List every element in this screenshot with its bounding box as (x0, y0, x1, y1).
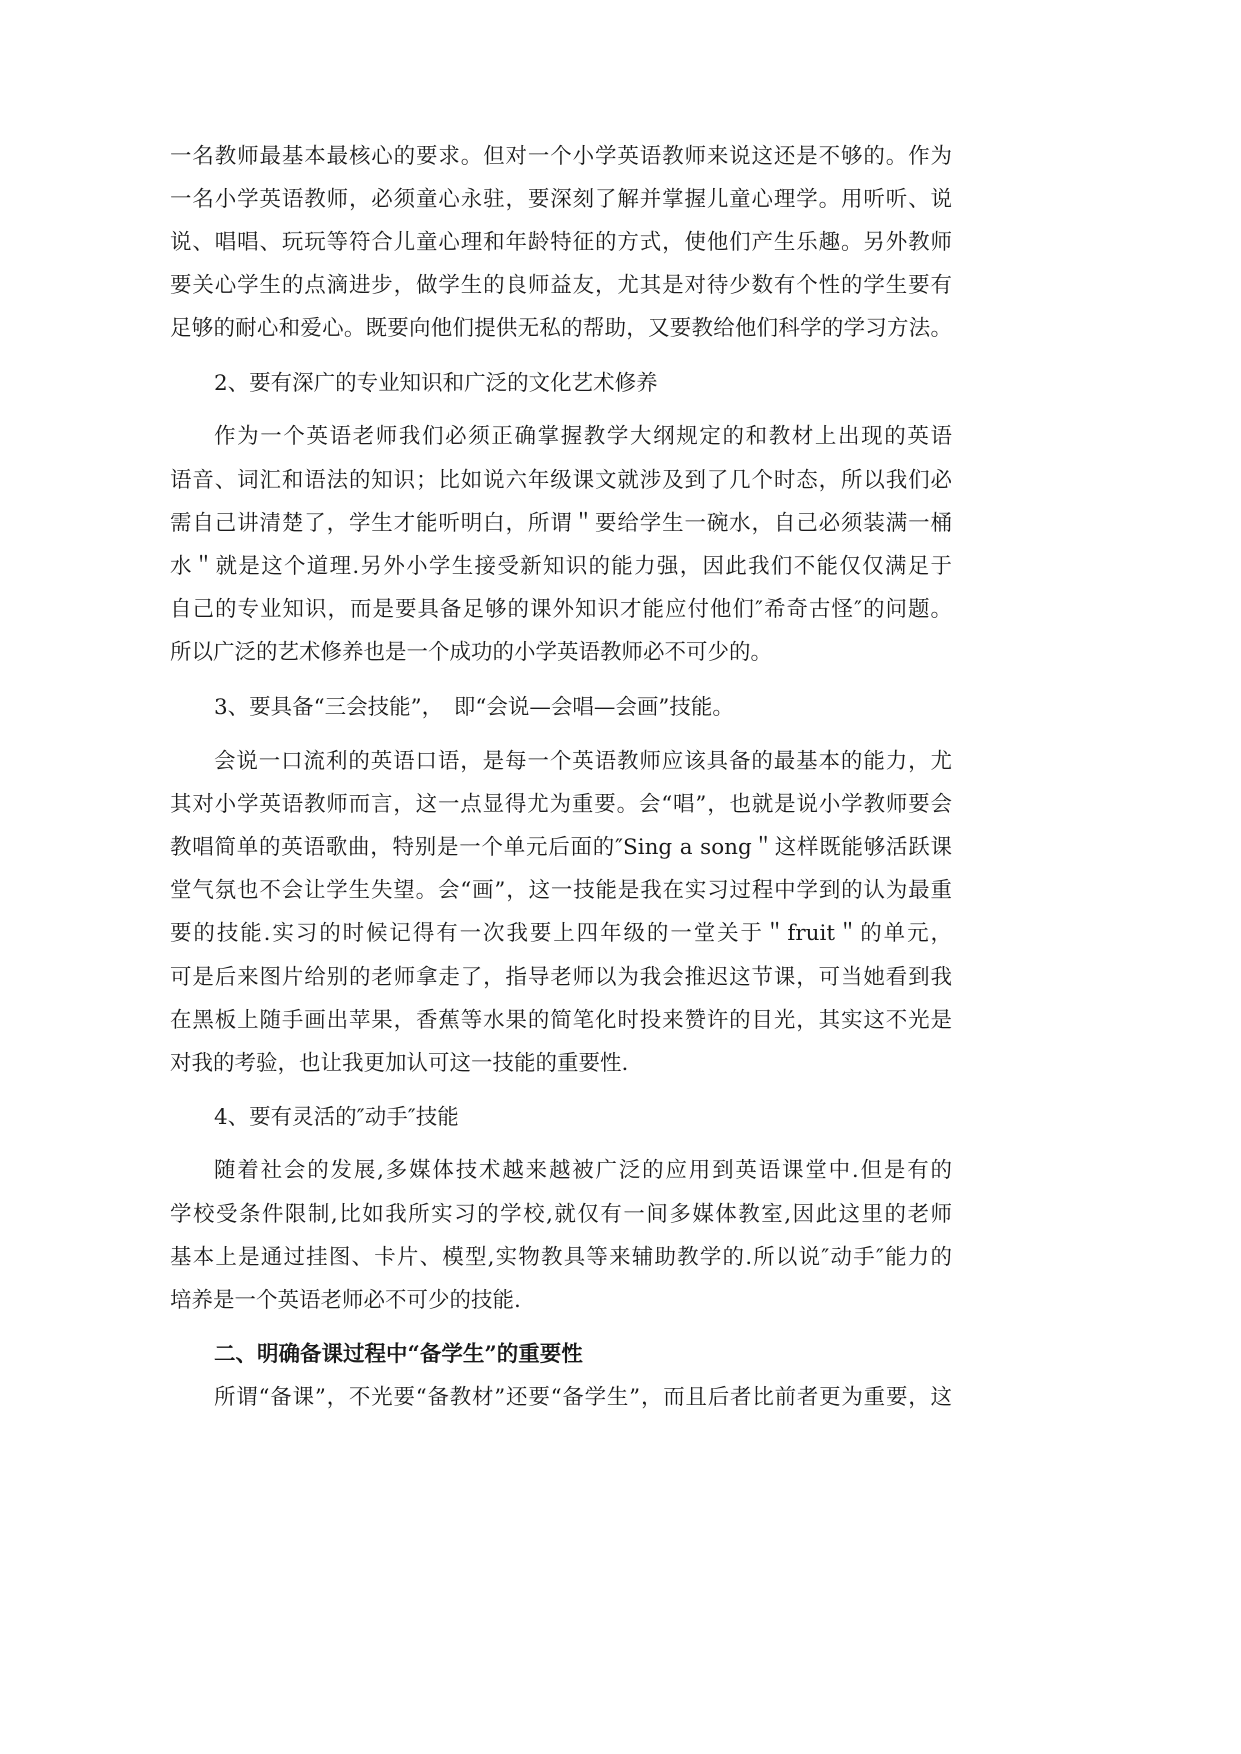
body-text-line: 需自己讲清楚了，学生才能听明白，所谓＂要给学生一碗水，自己必须装满一桶 (170, 511, 952, 536)
body-text-line: 作为一个英语老师我们必须正确掌握教学大纲规定的和教材上出现的英语 (214, 424, 952, 449)
body-text-line: 教唱简单的英语歌曲，特别是一个单元后面的″Sing a song＂这样既能够活跃课 (170, 835, 952, 860)
body-text-line: 可是后来图片给别的老师拿走了，指导老师以为我会推迟这节课，可当她看到我 (170, 965, 952, 990)
body-text-line: 一名教师最基本最核心的要求。但对一个小学英语教师来说这还是不够的。作为 (170, 144, 952, 169)
body-text-line: 会说一口流利的英语口语，是每一个英语教师应该具备的最基本的能力，尤 (214, 749, 952, 774)
body-text-line: 基本上是通过挂图、卡片、模型,实物教具等来辅助教学的.所以说″动手″能力的 (170, 1245, 952, 1270)
subsection-heading: 2、要有深广的专业知识和广泛的文化艺术修养 (214, 371, 658, 396)
subsection-heading: 4、要有灵活的″动手″技能 (214, 1105, 459, 1130)
body-text-line: 所以广泛的艺术修养也是一个成功的小学英语教师必不可少的。 (170, 640, 773, 665)
body-text-line: 随着社会的发展,多媒体技术越来越被广泛的应用到英语课堂中.但是有的 (214, 1158, 952, 1183)
body-text-line: 自己的专业知识，而是要具备足够的课外知识才能应付他们″希奇古怪″的问题。 (170, 597, 952, 622)
body-text-line: 堂气氛也不会让学生失望。会“画”，这一技能是我在实习过程中学到的认为最重 (170, 878, 952, 903)
body-text-line: 在黑板上随手画出苹果，香蕉等水果的简笔化时投来赞许的目光，其实这不光是 (170, 1008, 952, 1033)
body-text-line: 足够的耐心和爱心。既要向他们提供无私的帮助，又要教给他们科学的学习方法。 (170, 316, 952, 341)
body-text-line: 要关心学生的点滴进步，做学生的良师益友，尤其是对待少数有个性的学生要有 (170, 273, 952, 298)
subsection-heading: 3、要具备“三会技能”， 即“会说—会唱—会画”技能。 (214, 695, 734, 720)
body-text-line: 对我的考验，也让我更加认可这一技能的重要性. (170, 1051, 629, 1076)
body-text-line: 一名小学英语教师，必须童心永驻，要深刻了解并掌握儿童心理学。用听听、说 (170, 187, 952, 212)
body-text-line: 语音、词汇和语法的知识；比如说六年级课文就涉及到了几个时态，所以我们必 (170, 468, 952, 493)
body-text-line: 要的技能.实习的时候记得有一次我要上四年级的一堂关于＂fruit＂的单元， (170, 921, 952, 946)
body-text-line: 学校受条件限制,比如我所实习的学校,就仅有一间多媒体教室,因此这里的老师 (170, 1202, 952, 1227)
body-text-line: 水＂就是这个道理.另外小学生接受新知识的能力强，因此我们不能仅仅满足于 (170, 554, 952, 579)
body-text-line: 所谓“备课”，不光要“备教材”还要“备学生”，而且后者比前者更为重要，这 (214, 1385, 952, 1410)
body-text-line: 其对小学英语教师而言，这一点显得尤为重要。会“唱”，也就是说小学教师要会 (170, 792, 952, 817)
body-text-line: 说、唱唱、玩玩等符合儿童心理和年龄特征的方式，使他们产生乐趣。另外教师 (170, 230, 952, 255)
body-text-line: 培养是一个英语老师必不可少的技能. (170, 1288, 521, 1313)
section-heading: 二、明确备课过程中“备学生”的重要性 (214, 1342, 583, 1367)
